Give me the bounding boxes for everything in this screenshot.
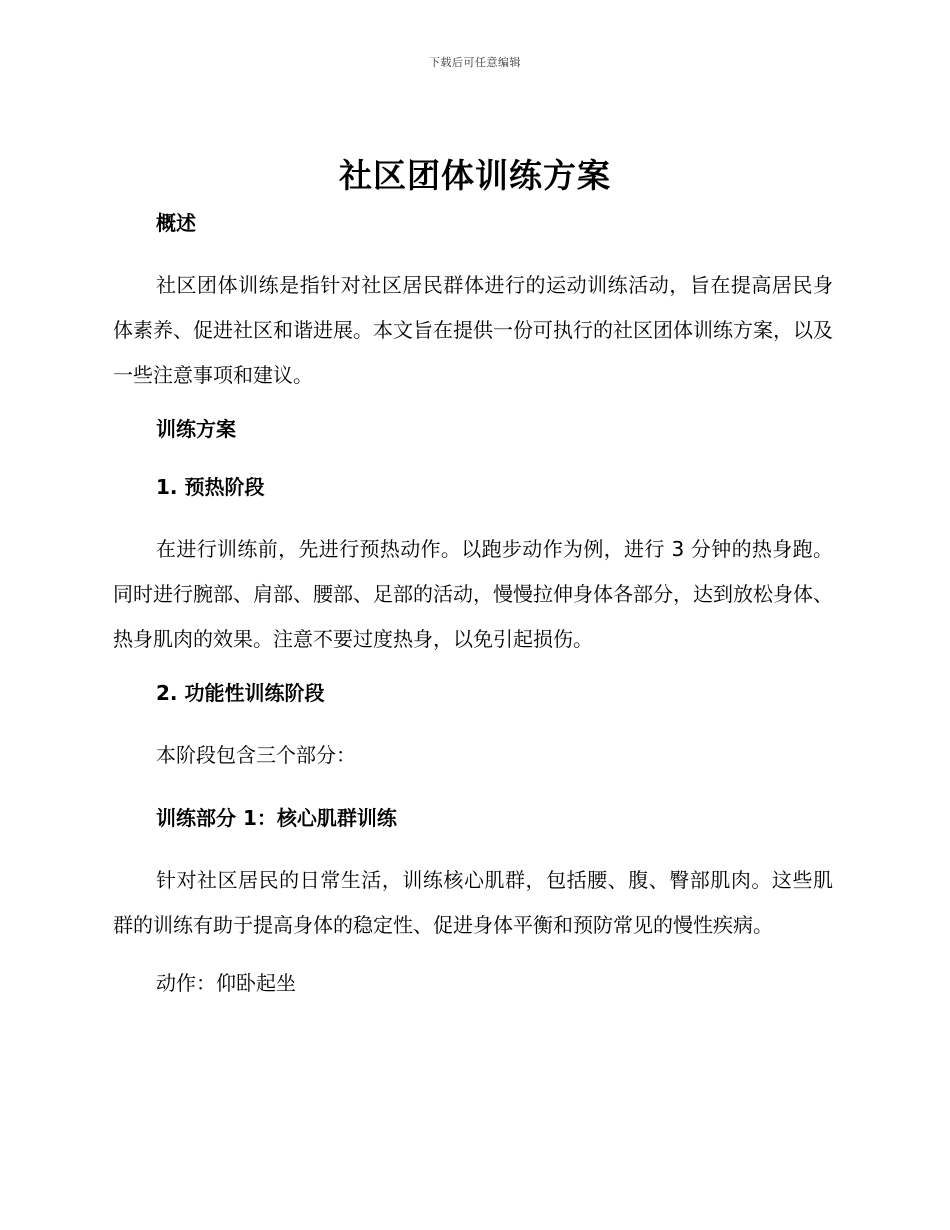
document-body xyxy=(113,205,833,1028)
warmup-heading: 1. 预热阶段 xyxy=(156,475,265,499)
action-paragraph: 动作：仰卧起坐 xyxy=(156,971,296,995)
functional-training-heading: 2. 功能性训练阶段 xyxy=(156,681,325,705)
overview-heading: 概述 xyxy=(156,211,196,235)
plan-heading: 训练方案 xyxy=(156,417,236,441)
document-title: 社区团体训练方案 xyxy=(339,156,611,195)
functional-intro-paragraph: 本阶段包含三个部分： xyxy=(156,743,356,767)
page-header-note: 下载后可任意编辑 xyxy=(429,56,521,69)
core-training-paragraph: 针对社区居民的日常生活，训练核心肌群，包括腰、腹、臀部肌肉。这些肌群的训练有助于提高身体的稳定性、促进身体平衡和预防常见的慢性疾病。 xyxy=(113,868,833,937)
warmup-paragraph: 在进行训练前，先进行预热动作。以跑步动作为例，进行 3 分钟的热身跑。同时进行腕部、肩部、腰部、足部的活动，慢慢拉伸身体各部分，达到放松身体、热身肌肉的效果。注意不要过度热身，以免引起损伤。 xyxy=(113,537,833,651)
overview-paragraph: 社区团体训练是指针对社区居民群体进行的运动训练活动，旨在提高居民身体素养、促进社区和谐进展。本文旨在提供一份可执行的社区团体训练方案，以及一些注意事项和建议。 xyxy=(113,273,833,387)
core-training-heading: 训练部分 1：核心肌群训练 xyxy=(156,806,397,830)
